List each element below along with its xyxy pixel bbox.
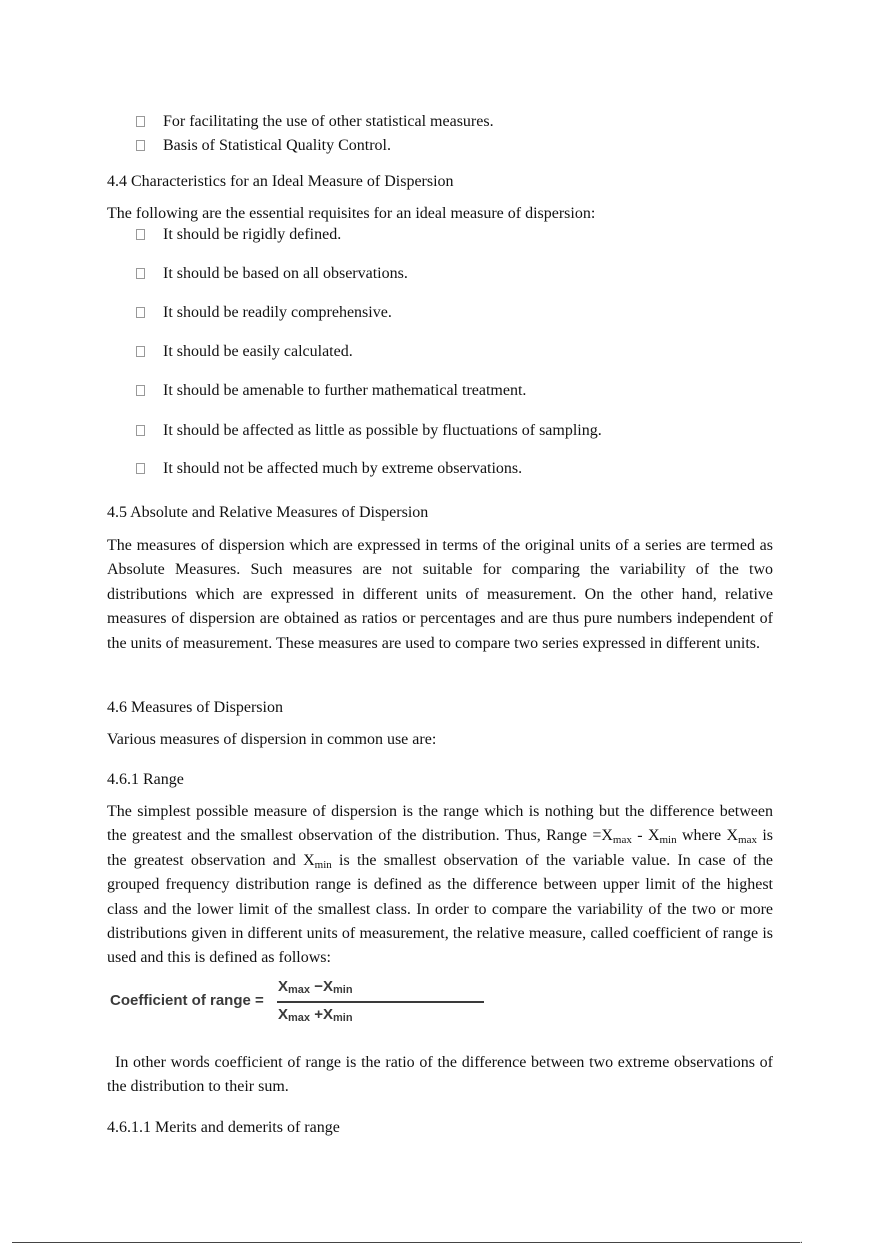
bullet-item: For facilitating the use of other statistical measures. <box>136 112 494 132</box>
bullet-box-icon <box>136 385 145 396</box>
bullet-box-icon <box>136 229 145 240</box>
bullet-item: It should not be affected much by extreme observations. <box>136 459 522 479</box>
body-paragraph: In other words coefficient of range is the ratio of the difference between two extreme observations of the distribution to their sum. <box>107 1054 773 1096</box>
bullet-box-icon <box>136 463 145 474</box>
bullet-item: It should be affected as little as possible by fluctuations of sampling. <box>136 421 602 441</box>
bullet-item: Basis of Statistical Quality Control. <box>136 136 391 156</box>
body-paragraph: The measures of dispersion which are expressed in terms of the original units of a series are termed as Absolute Measures. Such measures are not suitable for comparing the variability of the two distributions which are expressed in different units of measurement. On the other hand, relative measures of dispersion are obtained as ratios or percentages and are thus pure numbers independent of the units of measurement. These measures are used to compare two series expressed in different units. <box>107 537 773 652</box>
section-heading: 4.5 Absolute and Relative Measures of Dispersion <box>107 504 429 521</box>
bullet-item: It should be based on all observations. <box>136 264 408 284</box>
footer-rule <box>12 1242 800 1243</box>
formula-denominator: $X_{max} +X_{min}$ <box>278 1006 353 1024</box>
section-heading: 4.6.1 Range <box>107 771 184 788</box>
formula-numerator: $X_{max} -X_{min}$ <box>278 978 353 996</box>
intro-text: The following are the essential requisites for an ideal measure of dispersion: <box>107 205 596 222</box>
bullet-item: It should be rigidly defined. <box>136 225 341 245</box>
bullet-item: It should be easily calculated. <box>136 342 353 362</box>
fraction-bar <box>277 1001 484 1003</box>
body-paragraph: The simplest possible measure of dispersion is the range which is nothing but the difference between the greatest and the smallest observation of the distribution. Thus, Range $=X_{max} - X_{min}$ where $X_{max}$ is the greatest observation and $X_{min}$ is the smallest observation of the variable value. In case of the grouped frequency distribution range is defined as the difference between upper limit of the highest class and the lower limit of the smallest class. In order to compare the variability of the two or more distributions given in different units of measurement, the relative measure, called coefficient of range is used and this is defined as follows: <box>107 803 774 967</box>
bullet-item: It should be amenable to further mathematical treatment. <box>136 381 526 401</box>
coefficient-of-range-formula <box>110 978 390 1028</box>
intro-text: Various measures of dispersion in common use are: <box>107 731 437 748</box>
section-heading: 4.4 Characteristics for an Ideal Measure of Dispersion <box>107 173 454 190</box>
bullet-box-icon <box>136 268 145 279</box>
bullet-box-icon <box>136 425 145 436</box>
section-heading: 4.6.1.1 Merits and demerits of range <box>107 1119 340 1136</box>
bullet-item: It should be readily comprehensive. <box>136 303 392 323</box>
bullet-box-icon <box>136 307 145 318</box>
footer-mark: . <box>800 1235 803 1246</box>
bullet-box-icon <box>136 140 145 151</box>
bullet-box-icon <box>136 346 145 357</box>
section-heading: 4.6 Measures of Dispersion <box>107 699 283 716</box>
bullet-box-icon <box>136 116 145 127</box>
formula-lhs: Coefficient of range = <box>110 992 264 1009</box>
